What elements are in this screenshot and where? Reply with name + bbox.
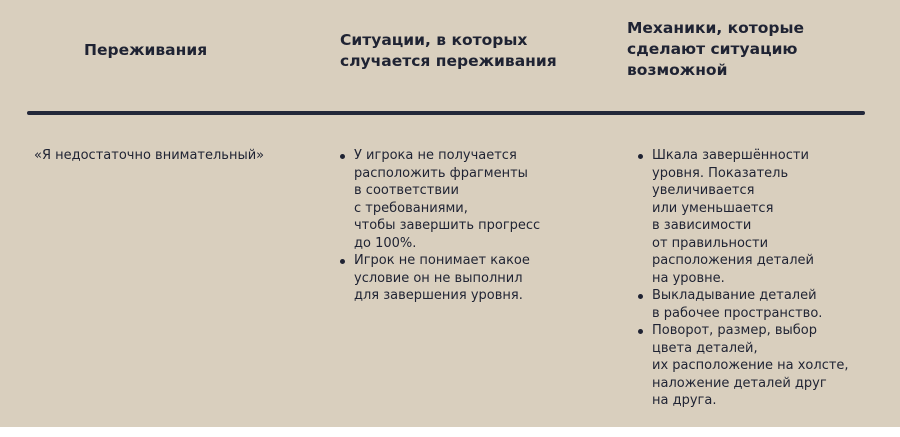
header-divider bbox=[27, 111, 865, 115]
header-mechanics: Механики, которые сделают ситуацию возможной bbox=[627, 19, 805, 79]
mechanic-item: Шкала завершённости уровня. Показатель увеличивается или уменьшается в зависимости от правильности расположения деталей на уровне. bbox=[634, 147, 894, 287]
header-situations: Ситуации, в которых случается переживания bbox=[340, 31, 557, 70]
situation-item: У игрока не получается расположить фрагменты в соответствии с требованиями, чтобы завершить прогресс до 100%. bbox=[336, 147, 601, 252]
header-experiences: Переживания bbox=[84, 41, 208, 59]
situations-list bbox=[336, 147, 601, 305]
situations-cell bbox=[336, 147, 601, 305]
page-bottom-strip bbox=[0, 427, 900, 437]
experience-cell: «Я недостаточно внимательный» bbox=[34, 148, 265, 163]
mechanic-item: Поворот, размер, выбор цвета деталей, их расположение на холсте, наложение деталей друг на друга. bbox=[634, 322, 894, 410]
mechanic-item: Выкладывание деталей в рабочее пространство. bbox=[634, 287, 894, 322]
mechanics-list bbox=[634, 147, 894, 410]
mechanics-cell bbox=[634, 147, 894, 410]
situation-item: Игрок не понимает какое условие он не выполнил для завершения уровня. bbox=[336, 252, 601, 305]
